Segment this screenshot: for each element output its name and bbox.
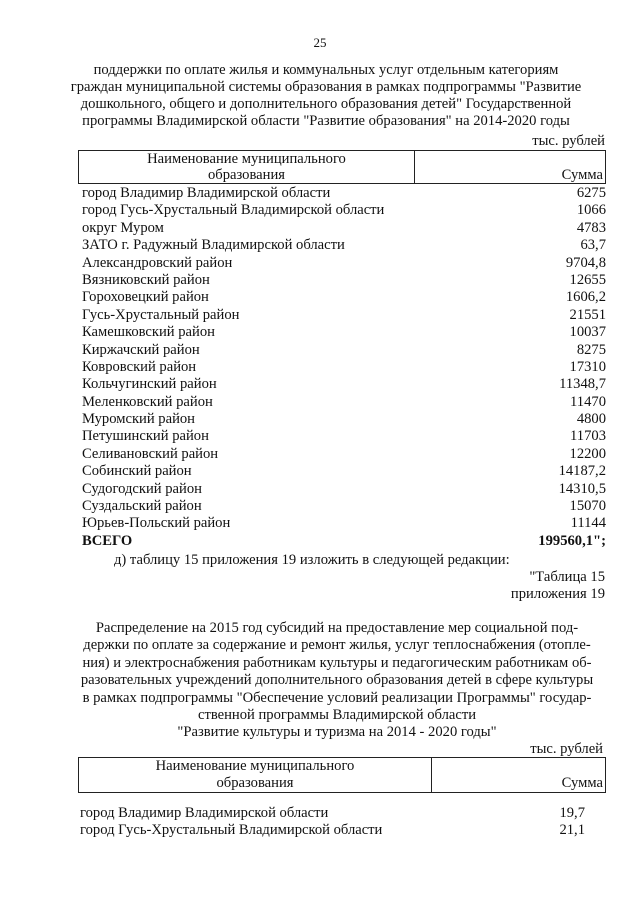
row-value: 9704,8	[565, 254, 606, 271]
row-name: Камешковский район	[82, 324, 215, 341]
title-line: программы Владимирской области "Развитие образования" на 2014-2020 годы	[82, 113, 570, 129]
table-row	[82, 342, 606, 359]
title-line: Распределение на 2015 год субсидий на предоставление мер социальной под-	[95, 620, 579, 636]
title-line: "Развитие культуры и туризма на 2014 - 2020 годы"	[177, 724, 497, 741]
table-row	[82, 185, 606, 202]
row-name: город Гусь-Хрустальный Владимирской области	[80, 822, 383, 839]
row-value: 21,1	[559, 822, 585, 839]
header-sum: Сумма	[561, 167, 603, 183]
table-header	[78, 757, 606, 793]
row-name: Гусь-Хрустальный район	[82, 306, 240, 323]
table-row	[82, 376, 606, 393]
table-row	[82, 307, 606, 324]
row-value: 12200	[569, 445, 606, 462]
table-row	[82, 463, 606, 480]
table-header	[78, 150, 606, 184]
row-value: 17310	[569, 358, 606, 375]
row-name: Селивановский район	[82, 445, 219, 462]
row-value: 11144	[570, 515, 606, 532]
row-value: 63,7	[580, 237, 606, 254]
row-name: Киржачский район	[82, 341, 200, 358]
row-name: Кольчугинский район	[82, 376, 217, 393]
total-value: 199560,1";	[538, 532, 606, 549]
amendment-note: д) таблицу 15 приложения 19 изложить в следующей редакции:	[114, 552, 510, 568]
row-name: Меленковский район	[82, 393, 213, 410]
row-name: Петушинский район	[82, 428, 209, 445]
row-name: Собинский район	[82, 463, 192, 480]
units-label: тыс. рублей	[530, 741, 603, 757]
row-name: Суздальский район	[82, 498, 202, 515]
table-row	[82, 481, 606, 498]
header-municipality: Наименование муниципального образования	[79, 151, 415, 183]
row-value: 21551	[569, 306, 606, 323]
row-value: 14187,2	[558, 463, 606, 480]
units-label: тыс. рублей	[532, 133, 605, 149]
row-name: Гороховецкий район	[82, 289, 209, 306]
table-row	[80, 805, 585, 822]
row-value: 11703	[570, 428, 606, 445]
title-line: ния) и электроснабжения работникам культуры и педагогическим работникам об-	[82, 654, 592, 671]
row-value: 1606,2	[565, 289, 606, 306]
table-14-title	[70, 62, 582, 130]
row-value: 6275	[576, 185, 606, 201]
table-row	[82, 446, 606, 463]
table-row	[82, 289, 606, 306]
table-row	[80, 822, 585, 839]
table-row	[82, 324, 606, 341]
row-value: 1066	[576, 202, 606, 219]
table-15-title	[72, 620, 602, 742]
table-row	[82, 359, 606, 376]
table-row	[82, 202, 606, 219]
row-value: 12655	[569, 271, 606, 288]
table-body	[80, 805, 585, 840]
table-row	[82, 411, 606, 428]
header-municipality: Наименование муниципального образования	[79, 758, 432, 792]
row-name: Вязниковский район	[82, 271, 210, 288]
page-number: 25	[313, 35, 327, 50]
table-row	[82, 272, 606, 289]
title-line: держки по оплате за содержание и ремонт жилья, услуг теплоснабжения (отопле-	[83, 637, 591, 654]
title-line: в рамках подпрограммы "Обеспечение условий реализации Программы" государ-	[82, 689, 592, 706]
title-line: разовательных учреждений дополнительного образования детей в сфере культуры	[80, 672, 594, 689]
row-name: Судогодский район	[82, 480, 202, 497]
row-value: 4783	[576, 219, 606, 236]
title-line: граждан муниципальной системы образования в рамках подпрограммы "Развитие	[70, 79, 582, 95]
row-name: город Гусь-Хрустальный Владимирской области	[82, 202, 385, 219]
table-row	[82, 237, 606, 254]
total-row	[82, 533, 606, 550]
table-body	[82, 185, 606, 550]
title-line: поддержки по оплате жилья и коммунальных услуг отдельным категориям	[93, 62, 559, 78]
header-sum: Сумма	[561, 775, 603, 791]
table-row	[82, 515, 606, 532]
row-name: город Владимир Владимирской области	[82, 185, 331, 201]
row-value: 11470	[570, 393, 606, 410]
title-line: ственной программы Владимирской области	[197, 707, 477, 724]
row-name: Александровский район	[82, 254, 233, 271]
row-value: 4800	[576, 411, 606, 428]
row-name: ЗАТО г. Радужный Владимирской области	[82, 237, 345, 254]
row-name: округ Муром	[82, 219, 164, 236]
total-label: ВСЕГО	[82, 532, 133, 549]
row-value: 15070	[569, 498, 606, 515]
row-value: 10037	[569, 324, 606, 341]
row-value: 14310,5	[558, 480, 606, 497]
table-row	[82, 428, 606, 445]
title-line: дошкольного, общего и дополнительного образования детей" Государственной	[80, 96, 572, 112]
table-row	[82, 394, 606, 411]
appendix-reference: приложения 19	[510, 586, 605, 602]
row-value: 19,7	[559, 805, 585, 821]
table-row	[82, 498, 606, 515]
row-value: 11348,7	[559, 376, 606, 393]
row-name: Муромский район	[82, 411, 195, 428]
table-row	[82, 220, 606, 237]
row-name: Ковровский район	[82, 358, 197, 375]
table-row	[82, 255, 606, 272]
row-value: 8275	[576, 341, 606, 358]
row-name: город Владимир Владимирской области	[80, 805, 329, 821]
table-reference: "Таблица 15	[529, 569, 605, 585]
row-name: Юрьев-Польский район	[82, 515, 231, 532]
